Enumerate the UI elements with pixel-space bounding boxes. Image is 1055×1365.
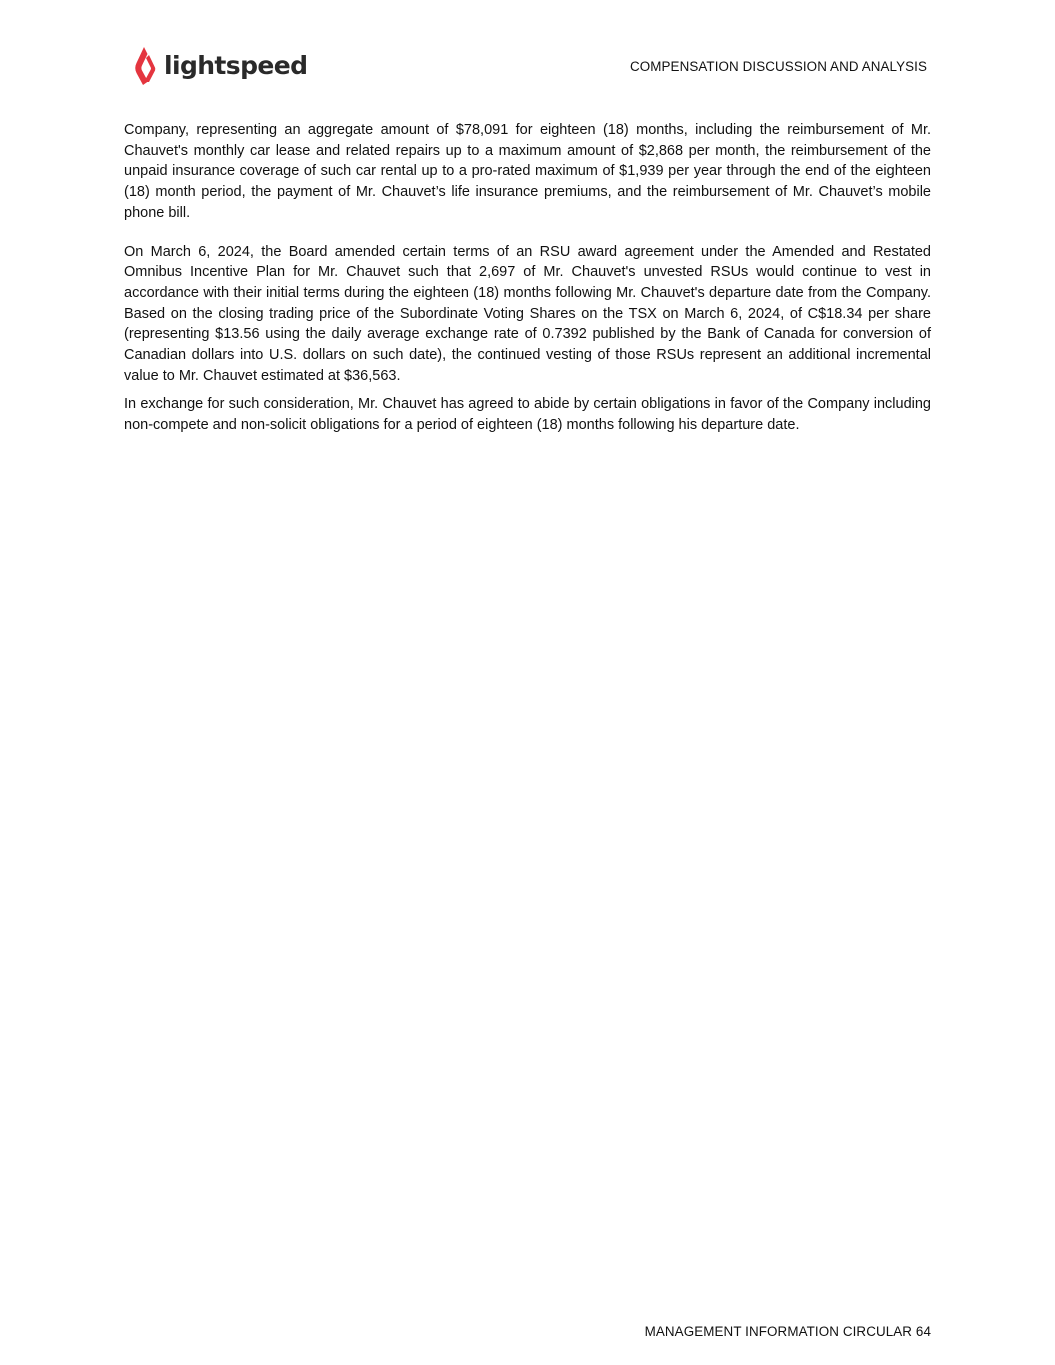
paragraph-rsu-amendment: On March 6, 2024, the Board amended certain terms of an RSU award agreement under the Amended and Restated Omnibus Incentive Plan for Mr. Chauvet such that 2,697 of Mr. Chauvet's unvested RSUs would continue to vest in accordance with their initial terms during the eighteen (18) months following Mr. Chauvet's departure date from the Company. Based on the closing trading price of the Subordinate Voting Shares on the TSX on March 6, 2024, of C$18.34 per share (representing $13.56 using the daily average exchange rate of 0.7392 published by the Bank of Canada for conversion of Canadian dollars into U.S. dollars on such date), the continued vesting of those RSUs represent an additional incremental value to Mr. Chauvet estimated at $36,563. <box>124 243 931 384</box>
document-body <box>124 120 931 436</box>
logo-wordmark: lightspeed <box>164 50 308 80</box>
section-title: COMPENSATION DISCUSSION AND ANALYSIS <box>629 59 927 74</box>
paragraph-severance-benefits: Company, representing an aggregate amount of $78,091 for eighteen (18) months, including the reimbursement of Mr. Chauvet's monthly car lease and related repairs up to a maximum amount of $2,868 per month, the reimbursement of the unpaid insurance coverage of such car rental up to a pro-rated maximum of $1,939 per year through the end of the eighteen (18) month period, the payment of Mr. Chauvet’s life insurance premiums, and the reimbursement of Mr. Chauvet’s mobile phone bill. <box>124 122 931 221</box>
company-logo <box>133 44 307 88</box>
paragraph-obligations: In exchange for such consideration, Mr. Chauvet has agreed to abide by certain obligations in favor of the Company including non-compete and non-solicit obligations for a period of eighteen (18) months following his departure date. <box>124 396 931 434</box>
page-footer: MANAGEMENT INFORMATION CIRCULAR 64 <box>644 1324 931 1339</box>
lightspeed-flame-icon <box>133 46 161 86</box>
